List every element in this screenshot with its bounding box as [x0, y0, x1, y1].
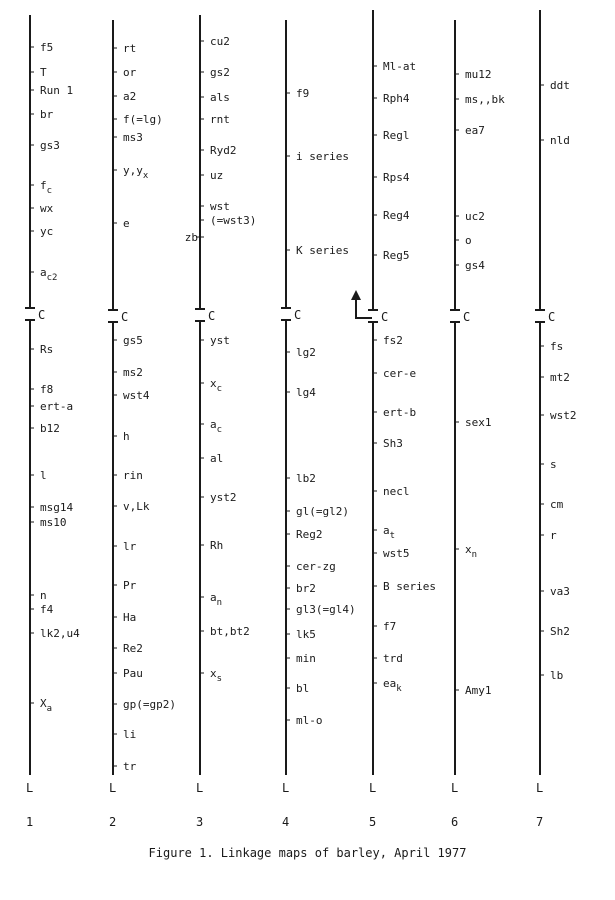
gene-label: gs2 — [210, 66, 230, 79]
gene-label: f8 — [40, 383, 54, 396]
gene-label: l — [40, 469, 47, 482]
gene-label: i series — [296, 150, 349, 163]
gene-label: wst — [210, 200, 230, 213]
gene-label: uz — [210, 169, 224, 182]
gene-label: gl3(=gl4) — [296, 603, 356, 616]
gene-label: s — [550, 458, 557, 471]
gene-label: gs5 — [123, 334, 143, 347]
chromosome-number: 2 — [109, 815, 117, 829]
gene-label: sex1 — [465, 416, 492, 429]
centromere-label: C — [38, 308, 46, 322]
gene-label: br — [40, 108, 54, 121]
gene-label: Pau — [123, 667, 143, 680]
gene-label: gl(=gl2) — [296, 505, 349, 518]
gene-label: yst — [210, 334, 230, 347]
gene-label: bt,bt2 — [210, 625, 250, 638]
gene-label: Reg4 — [383, 209, 410, 222]
gene-label: yc — [40, 225, 54, 238]
gene-label: lk2,u4 — [40, 627, 80, 640]
gene-label: uc2 — [465, 210, 485, 223]
gene-label: $y,y_x$ — [123, 164, 149, 181]
gene-label: $x_c$ — [210, 377, 223, 394]
gene-label: Rph4 — [383, 92, 410, 105]
gene-label: ddt — [550, 79, 570, 92]
gene-label: fs2 — [383, 334, 403, 347]
centromere-marker — [108, 310, 128, 324]
gene-label: K series — [296, 244, 349, 257]
gene-label: Run 1 — [40, 84, 74, 97]
gene-label: necl — [383, 485, 410, 498]
gene-label: ert-b — [383, 406, 417, 419]
gene-label: $a_{c2}$ — [40, 266, 58, 283]
gene-label: or — [123, 66, 137, 79]
gene-label: $a_n$ — [210, 591, 223, 608]
gene-label: msg14 — [40, 501, 74, 514]
gene-label: T — [40, 66, 47, 79]
gene-label: f9 — [296, 87, 310, 100]
gene-label: wst4 — [123, 389, 150, 402]
end-label: L — [451, 781, 459, 795]
chromosome-6 — [450, 20, 505, 829]
gene-label: ms2 — [123, 366, 143, 379]
gene-label: n — [40, 589, 47, 602]
gene-label: B series — [383, 580, 436, 593]
gene-label: lg4 — [296, 386, 316, 399]
end-label: L — [369, 781, 377, 795]
gene-label: ml-o — [296, 714, 323, 727]
gene-label: cu2 — [210, 35, 230, 48]
gene-label: Ha — [123, 611, 137, 624]
centromere-marker — [450, 310, 470, 324]
gene-label: gp(=gp2) — [123, 698, 176, 711]
gene-label: Ryd2 — [210, 144, 237, 157]
end-label: L — [282, 781, 290, 795]
gene-label: ms3 — [123, 131, 143, 144]
gene-label: cer-e — [383, 367, 417, 380]
gene-label: Rs — [40, 343, 54, 356]
gene-label: Regl — [383, 129, 410, 142]
chromosome-1 — [25, 15, 80, 829]
gene-label: f4 — [40, 603, 54, 616]
gene-label: Sh2 — [550, 625, 570, 638]
gene-label: $x_n$ — [465, 543, 478, 560]
chromosome-5 — [368, 10, 436, 829]
centromere-label: C — [548, 310, 556, 324]
gene-label: wst5 — [383, 547, 410, 560]
centromere-label: C — [294, 308, 302, 322]
gene-label: wst2 — [550, 409, 577, 422]
gene-label: bl — [296, 682, 310, 695]
gene-label: ea7 — [465, 124, 485, 137]
gene-label: b12 — [40, 422, 60, 435]
gene-label: li — [123, 728, 137, 741]
gene-label: $a_c$ — [210, 418, 223, 435]
gene-label: f7 — [383, 620, 397, 633]
gene-label: o — [465, 234, 472, 247]
centromere-marker — [25, 308, 45, 322]
gene-label: gs3 — [40, 139, 60, 152]
end-label: L — [196, 781, 204, 795]
gene-label: Pr — [123, 579, 137, 592]
gene-label: br2 — [296, 582, 316, 595]
chromosome-number: 7 — [536, 815, 544, 829]
end-label: L — [536, 781, 544, 795]
gene-label: zb — [184, 231, 198, 244]
gene-label: rt — [123, 42, 137, 55]
gene-label: trd — [383, 652, 403, 665]
gene-label: $ea_k$ — [383, 677, 402, 694]
gene-label: e — [123, 217, 130, 230]
gene-label: min — [296, 652, 316, 665]
gene-label: Rps4 — [383, 171, 410, 184]
gene-label: ert-a — [40, 400, 74, 413]
gene-label: ms,,bk — [465, 93, 505, 106]
gene-label: a2 — [123, 90, 137, 103]
gene-label: Re2 — [123, 642, 143, 655]
gene-label: rin — [123, 469, 143, 482]
chromosome-number: 1 — [26, 815, 34, 829]
gene-label: f5 — [40, 41, 54, 54]
centromere-label: C — [208, 309, 216, 323]
figure-caption: Figure 1. Linkage maps of barley, April 1977 — [148, 846, 467, 860]
end-label: L — [109, 781, 117, 795]
gene-label: v,Lk — [123, 500, 150, 513]
gene-label: nld — [550, 134, 570, 147]
centromere-label: C — [121, 310, 129, 324]
gene-label: lb — [550, 669, 564, 682]
gene-label: Reg5 — [383, 249, 410, 262]
gene-label: lk5 — [296, 628, 316, 641]
gene-label: Rh — [210, 539, 224, 552]
gene-label: $a_t$ — [383, 524, 396, 541]
gene-label: Sh3 — [383, 437, 403, 450]
centromere-label: C — [381, 310, 389, 324]
chromosome-4 — [281, 20, 356, 829]
gene-label: $X_a$ — [40, 697, 53, 714]
gene-label: rnt — [210, 113, 230, 126]
centromere-label: C — [463, 310, 471, 324]
chromosome-number: 5 — [369, 815, 377, 829]
arrow-marker — [351, 290, 372, 318]
gene-label: wx — [40, 202, 54, 215]
end-label: L — [26, 781, 34, 795]
gene-label: lb2 — [296, 472, 316, 485]
chromosome-number: 4 — [282, 815, 290, 829]
gene-label: (=wst3) — [210, 214, 257, 227]
gene-label: f(=lg) — [123, 113, 163, 126]
gene-label: ms10 — [40, 516, 67, 529]
gene-label: lg2 — [296, 346, 316, 359]
gene-label: cm — [550, 498, 564, 511]
gene-label: Reg2 — [296, 528, 323, 541]
gene-label: yst2 — [210, 491, 237, 504]
gene-label: mt2 — [550, 371, 570, 384]
chromosome-number: 3 — [196, 815, 204, 829]
gene-label: gs4 — [465, 259, 485, 272]
chromosome-7 — [535, 10, 577, 829]
gene-label: al — [210, 452, 224, 465]
chromosome-2 — [108, 20, 176, 829]
gene-label: va3 — [550, 585, 570, 598]
gene-label: mu12 — [465, 68, 492, 81]
gene-label: cer-zg — [296, 560, 336, 573]
gene-label: als — [210, 91, 230, 104]
gene-label: fs — [550, 340, 564, 353]
gene-label: r — [550, 529, 557, 542]
gene-label: $f_c$ — [40, 179, 53, 196]
gene-label: Amy1 — [465, 684, 492, 697]
chromosome-3 — [185, 15, 257, 829]
gene-label: lr — [123, 540, 137, 553]
centromere-marker — [535, 310, 555, 324]
chromosome-number: 6 — [451, 815, 459, 829]
gene-label: h — [123, 430, 130, 443]
gene-label: tr — [123, 760, 137, 773]
gene-label: Ml-at — [383, 60, 417, 73]
gene-label: $x_s$ — [210, 667, 223, 684]
centromere-marker — [195, 309, 215, 323]
centromere-marker — [281, 308, 301, 322]
